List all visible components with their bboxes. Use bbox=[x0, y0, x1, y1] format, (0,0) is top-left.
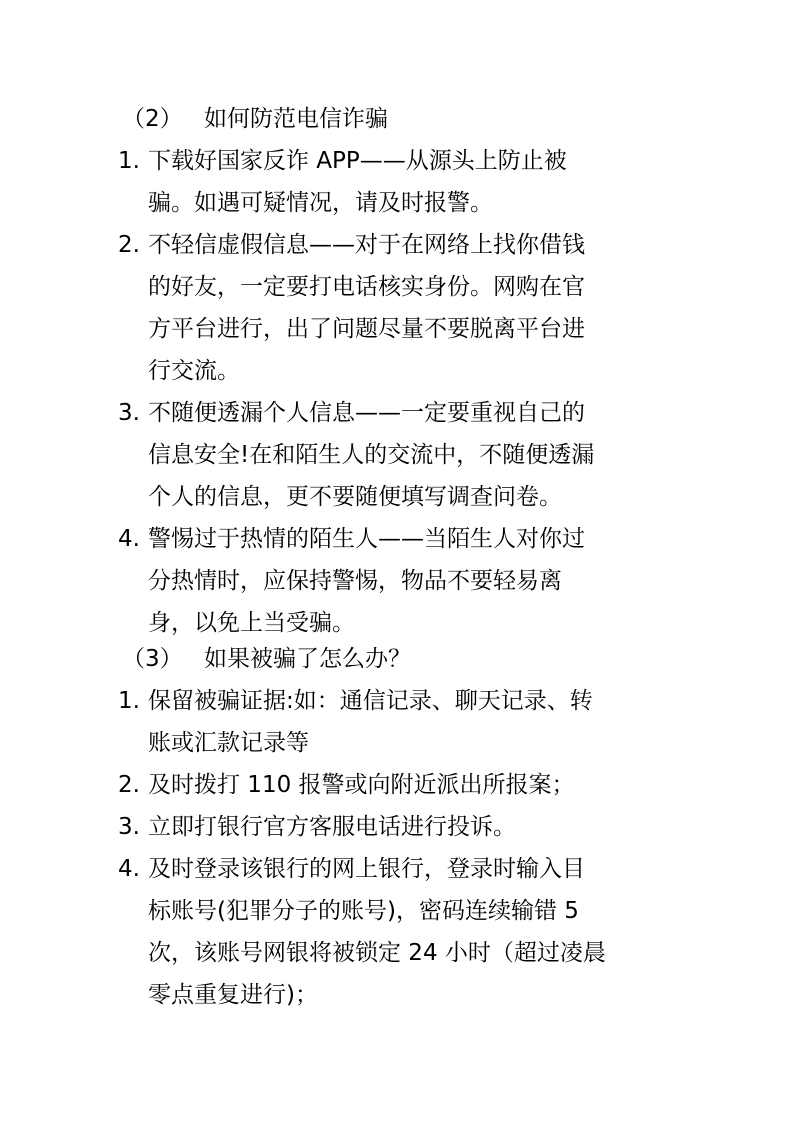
item-line: 警惕过于热情的陌生人——当陌生人对你过 bbox=[148, 526, 585, 552]
section-3-title: 如果被骗了怎么办？ bbox=[204, 646, 411, 672]
section-3-item-2 bbox=[118, 764, 678, 806]
list-marker: 2. bbox=[118, 232, 140, 258]
list-marker: 1. bbox=[118, 148, 140, 174]
item-line: 个人的信息，更不要随便填写调查问卷。 bbox=[148, 484, 562, 510]
section-2-heading bbox=[122, 98, 388, 140]
section-3-item-3 bbox=[118, 806, 678, 848]
item-line: 零点重复进行)； bbox=[148, 982, 318, 1008]
section-2-item-1 bbox=[118, 140, 678, 224]
section-3-item-4 bbox=[118, 848, 678, 1016]
list-marker: 3. bbox=[118, 814, 140, 840]
item-line: 次，该账号网银将被锁定 24 小时（超过凌晨 bbox=[148, 940, 606, 966]
section-3-item-1 bbox=[118, 680, 678, 764]
item-line: 不轻信虚假信息——对于在网络上找你借钱 bbox=[148, 232, 585, 258]
list-marker: 4. bbox=[118, 856, 140, 882]
item-line: 分热情时，应保持警惕，物品不要轻易离 bbox=[148, 568, 562, 594]
section-2-item-3 bbox=[118, 392, 678, 518]
item-line: 的好友，一定要打电话核实身份。网购在官 bbox=[148, 274, 585, 300]
section-2-item-4 bbox=[118, 518, 678, 644]
list-marker: 4. bbox=[118, 526, 140, 552]
item-line: 立即打银行官方客服电话进行投诉。 bbox=[148, 814, 516, 840]
item-line: 账或汇款记录等 bbox=[148, 730, 309, 756]
item-line: 行交流。 bbox=[148, 358, 240, 384]
item-line: 不随便透漏个人信息——一定要重视自己的 bbox=[148, 400, 585, 426]
section-2-number: （2） bbox=[122, 106, 183, 132]
item-line: 及时登录该银行的网上银行，登录时输入目 bbox=[148, 856, 585, 882]
section-3-heading bbox=[122, 638, 411, 680]
list-marker: 3. bbox=[118, 400, 140, 426]
item-line: 下载好国家反诈 APP——从源头上防止被 bbox=[148, 148, 567, 174]
section-3-number: （3） bbox=[122, 646, 183, 672]
item-line: 方平台进行，出了问题尽量不要脱离平台进 bbox=[148, 316, 585, 342]
item-line: 保留被骗证据:如：通信记录、聊天记录、转 bbox=[148, 688, 593, 714]
item-line: 及时拨打 110 报警或向附近派出所报案； bbox=[148, 772, 575, 798]
section-2-title: 如何防范电信诈骗 bbox=[204, 106, 388, 132]
section-2-item-2 bbox=[118, 224, 678, 392]
item-line: 信息安全!在和陌生人的交流中，不随便透漏 bbox=[148, 442, 595, 468]
item-line: 身，以免上当受骗。 bbox=[148, 610, 355, 636]
list-marker: 2. bbox=[118, 772, 140, 798]
item-line: 骗。如遇可疑情况，请及时报警。 bbox=[148, 190, 493, 216]
list-marker: 1. bbox=[118, 688, 140, 714]
item-line: 标账号(犯罪分子的账号)，密码连续输错 5 bbox=[148, 898, 579, 924]
